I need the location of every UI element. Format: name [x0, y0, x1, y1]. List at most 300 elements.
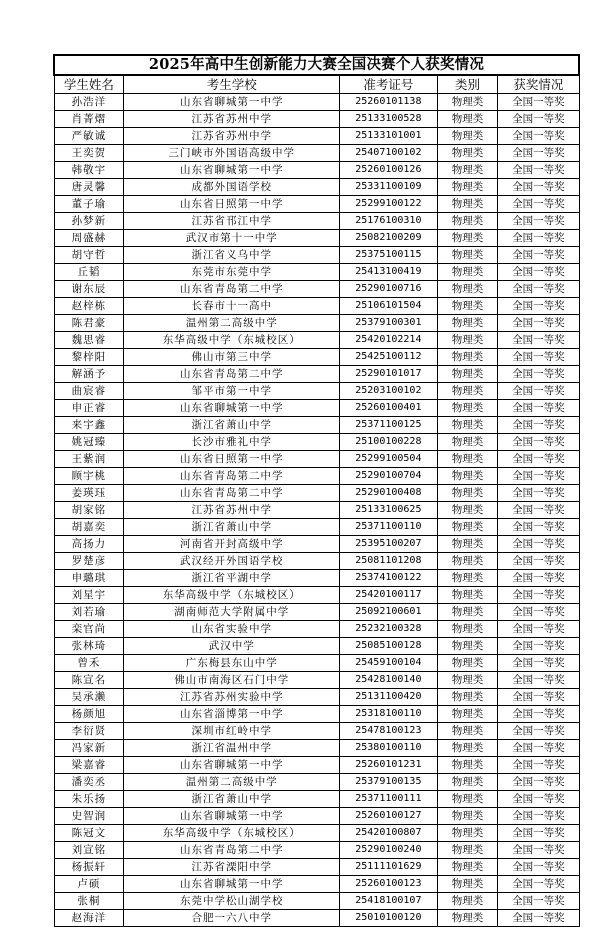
exam-id-cell: 25299100504: [340, 451, 438, 468]
award-cell: 全国一等奖: [498, 468, 579, 485]
table-row: [54, 553, 579, 570]
exam-id-cell: 25375100115: [340, 247, 438, 264]
school-cell: 邹平市第一中学: [124, 383, 340, 400]
table-row: [54, 383, 579, 400]
category-cell: 物理类: [437, 689, 498, 706]
student-name-cell: 胡家铭: [54, 502, 124, 519]
school-cell: 东莞中学松山湖学校: [124, 893, 340, 910]
table-row: [54, 638, 579, 655]
award-cell: 全国一等奖: [498, 553, 579, 570]
category-cell: 物理类: [437, 468, 498, 485]
exam-id-cell: 25133101001: [340, 128, 438, 145]
award-cell: 全国一等奖: [498, 128, 579, 145]
exam-id-cell: 25290100704: [340, 468, 438, 485]
header-school: 考生学校: [124, 75, 340, 94]
exam-id-cell: 25133100625: [340, 502, 438, 519]
header-exam-id: 准考证号: [340, 75, 438, 94]
student-name-cell: 刘星宇: [54, 587, 124, 604]
exam-id-cell: 25111101629: [340, 859, 438, 876]
school-cell: 山东省淄博第一中学: [124, 706, 340, 723]
category-cell: 物理类: [437, 349, 498, 366]
table-row: [54, 366, 579, 383]
award-cell: 全国一等奖: [498, 876, 579, 893]
exam-id-cell: 25428100140: [340, 672, 438, 689]
school-cell: 江苏省苏州实验中学: [124, 689, 340, 706]
category-cell: 物理类: [437, 94, 498, 111]
category-cell: 物理类: [437, 111, 498, 128]
school-cell: 河南省开封高级中学: [124, 536, 340, 553]
award-cell: 全国一等奖: [498, 587, 579, 604]
student-name-cell: 姜瑛珏: [54, 485, 124, 502]
award-cell: 全国一等奖: [498, 910, 579, 927]
header-student-name: 学生姓名: [54, 75, 124, 94]
table-row: [54, 842, 579, 859]
award-cell: 全国一等奖: [498, 536, 579, 553]
header-category: 类别: [437, 75, 498, 94]
school-cell: 成都外国语学校: [124, 179, 340, 196]
school-cell: 东华高级中学（东城校区）: [124, 825, 340, 842]
table-row: [54, 859, 579, 876]
exam-id-cell: 25331100109: [340, 179, 438, 196]
student-name-cell: 董子瑜: [54, 196, 124, 213]
award-cell: 全国一等奖: [498, 162, 579, 179]
category-cell: 物理类: [437, 145, 498, 162]
exam-id-cell: 25085100128: [340, 638, 438, 655]
student-name-cell: 陈冠文: [54, 825, 124, 842]
award-cell: 全国一等奖: [498, 655, 579, 672]
student-name-cell: 刘宣铭: [54, 842, 124, 859]
category-cell: 物理类: [437, 383, 498, 400]
student-name-cell: 杨颜旭: [54, 706, 124, 723]
table-row: [54, 570, 579, 587]
exam-id-cell: 25374100122: [340, 570, 438, 587]
award-cell: 全国一等奖: [498, 893, 579, 910]
award-cell: 全国一等奖: [498, 451, 579, 468]
exam-id-cell: 25380100110: [340, 740, 438, 757]
student-name-cell: 姚冠臻: [54, 434, 124, 451]
exam-id-cell: 25478100123: [340, 723, 438, 740]
table-row: [54, 485, 579, 502]
award-cell: 全国一等奖: [498, 349, 579, 366]
school-cell: 长沙市雅礼中学: [124, 434, 340, 451]
student-name-cell: 胡守哲: [54, 247, 124, 264]
school-cell: 浙江省平湖中学: [124, 570, 340, 587]
award-cell: 全国一等奖: [498, 740, 579, 757]
table-row: [54, 111, 579, 128]
exam-id-cell: 25131100420: [340, 689, 438, 706]
exam-id-cell: 25100100228: [340, 434, 438, 451]
student-name-cell: 卢硕: [54, 876, 124, 893]
school-cell: 山东省日照第一中学: [124, 196, 340, 213]
table-row: [54, 502, 579, 519]
category-cell: 物理类: [437, 910, 498, 927]
table-row: [54, 689, 579, 706]
category-cell: 物理类: [437, 162, 498, 179]
exam-id-cell: 25379100135: [340, 774, 438, 791]
school-cell: 浙江省温州中学: [124, 740, 340, 757]
table-row: [54, 774, 579, 791]
category-cell: 物理类: [437, 298, 498, 315]
school-cell: 江苏省溧阳中学: [124, 859, 340, 876]
award-table: [53, 54, 580, 927]
category-cell: 物理类: [437, 536, 498, 553]
school-cell: 山东省聊城第一中学: [124, 757, 340, 774]
award-sheet: [53, 54, 580, 927]
award-cell: 全国一等奖: [498, 570, 579, 587]
category-cell: 物理类: [437, 179, 498, 196]
table-row: [54, 281, 579, 298]
exam-id-cell: 25418100107: [340, 893, 438, 910]
table-row: [54, 655, 579, 672]
school-cell: 东莞市东莞中学: [124, 264, 340, 281]
exam-id-cell: 25425100112: [340, 349, 438, 366]
award-cell: 全国一等奖: [498, 315, 579, 332]
exam-id-cell: 25260100123: [340, 876, 438, 893]
exam-id-cell: 25106101504: [340, 298, 438, 315]
table-row: [54, 162, 579, 179]
award-cell: 全国一等奖: [498, 230, 579, 247]
category-cell: 物理类: [437, 502, 498, 519]
exam-id-cell: 25260101138: [340, 94, 438, 111]
table-row: [54, 519, 579, 536]
exam-id-cell: 25395100207: [340, 536, 438, 553]
school-cell: 山东省聊城第一中学: [124, 876, 340, 893]
award-cell: 全国一等奖: [498, 434, 579, 451]
category-cell: 物理类: [437, 230, 498, 247]
student-name-cell: 孙浩洋: [54, 94, 124, 111]
school-cell: 山东省实验中学: [124, 621, 340, 638]
school-cell: 山东省日照第一中学: [124, 451, 340, 468]
school-cell: 浙江省萧山中学: [124, 791, 340, 808]
table-row: [54, 910, 579, 927]
table-row: [54, 621, 579, 638]
award-cell: 全国一等奖: [498, 196, 579, 213]
school-cell: 温州第二高级中学: [124, 774, 340, 791]
header-row: [54, 75, 579, 94]
student-name-cell: 来宇鑫: [54, 417, 124, 434]
table-row: [54, 825, 579, 842]
student-name-cell: 张林琦: [54, 638, 124, 655]
table-row: [54, 451, 579, 468]
school-cell: 山东省聊城第一中学: [124, 94, 340, 111]
student-name-cell: 史智润: [54, 808, 124, 825]
category-cell: 物理类: [437, 128, 498, 145]
award-cell: 全国一等奖: [498, 689, 579, 706]
category-cell: 物理类: [437, 213, 498, 230]
school-cell: 山东省聊城第一中学: [124, 400, 340, 417]
award-cell: 全国一等奖: [498, 247, 579, 264]
school-cell: 三门峡市外国语高级中学: [124, 145, 340, 162]
school-cell: 江苏省苏州中学: [124, 502, 340, 519]
table-row: [54, 315, 579, 332]
student-name-cell: 高扬力: [54, 536, 124, 553]
category-cell: 物理类: [437, 417, 498, 434]
category-cell: 物理类: [437, 451, 498, 468]
table-row: [54, 587, 579, 604]
school-cell: 江苏省邗江中学: [124, 213, 340, 230]
award-cell: 全国一等奖: [498, 281, 579, 298]
student-name-cell: 李衍贤: [54, 723, 124, 740]
student-name-cell: 顾宇桃: [54, 468, 124, 485]
student-name-cell: 陈君豪: [54, 315, 124, 332]
category-cell: 物理类: [437, 553, 498, 570]
exam-id-cell: 25260100127: [340, 808, 438, 825]
table-body: [54, 94, 579, 927]
award-cell: 全国一等奖: [498, 808, 579, 825]
table-row: [54, 264, 579, 281]
award-cell: 全国一等奖: [498, 179, 579, 196]
student-name-cell: 冯家新: [54, 740, 124, 757]
student-name-cell: 刘若瑜: [54, 604, 124, 621]
exam-id-cell: 25260101231: [340, 757, 438, 774]
school-cell: 浙江省萧山中学: [124, 519, 340, 536]
award-cell: 全国一等奖: [498, 604, 579, 621]
category-cell: 物理类: [437, 281, 498, 298]
award-cell: 全国一等奖: [498, 213, 579, 230]
table-row: [54, 349, 579, 366]
school-cell: 山东省聊城第一中学: [124, 162, 340, 179]
category-cell: 物理类: [437, 808, 498, 825]
exam-id-cell: 25133100528: [340, 111, 438, 128]
student-name-cell: 赵海洋: [54, 910, 124, 927]
school-cell: 江苏省苏州中学: [124, 111, 340, 128]
category-cell: 物理类: [437, 791, 498, 808]
exam-id-cell: 25371100125: [340, 417, 438, 434]
exam-id-cell: 25420100807: [340, 825, 438, 842]
exam-id-cell: 25290101017: [340, 366, 438, 383]
school-cell: 合肥一六八中学: [124, 910, 340, 927]
category-cell: 物理类: [437, 774, 498, 791]
table-row: [54, 230, 579, 247]
student-name-cell: 张桐: [54, 893, 124, 910]
category-cell: 物理类: [437, 655, 498, 672]
exam-id-cell: 25260100126: [340, 162, 438, 179]
category-cell: 物理类: [437, 604, 498, 621]
award-cell: 全国一等奖: [498, 417, 579, 434]
exam-id-cell: 25420102214: [340, 332, 438, 349]
award-cell: 全国一等奖: [498, 366, 579, 383]
school-cell: 佛山市南海区石门中学: [124, 672, 340, 689]
table-row: [54, 757, 579, 774]
student-name-cell: 周盛赫: [54, 230, 124, 247]
student-name-cell: 潘奕丞: [54, 774, 124, 791]
category-cell: 物理类: [437, 876, 498, 893]
award-cell: 全国一等奖: [498, 298, 579, 315]
table-row: [54, 893, 579, 910]
category-cell: 物理类: [437, 842, 498, 859]
award-cell: 全国一等奖: [498, 264, 579, 281]
exam-id-cell: 25290100408: [340, 485, 438, 502]
table-row: [54, 468, 579, 485]
award-cell: 全国一等奖: [498, 145, 579, 162]
exam-id-cell: 25290100716: [340, 281, 438, 298]
exam-id-cell: 25420100117: [340, 587, 438, 604]
student-name-cell: 罗楚彦: [54, 553, 124, 570]
school-cell: 温州第二高级中学: [124, 315, 340, 332]
student-name-cell: 魏思睿: [54, 332, 124, 349]
category-cell: 物理类: [437, 587, 498, 604]
category-cell: 物理类: [437, 621, 498, 638]
student-name-cell: 申璐琪: [54, 570, 124, 587]
exam-id-cell: 25413100419: [340, 264, 438, 281]
exam-id-cell: 25290100240: [340, 842, 438, 859]
student-name-cell: 谢东辰: [54, 281, 124, 298]
exam-id-cell: 25318100110: [340, 706, 438, 723]
school-cell: 江苏省苏州中学: [124, 128, 340, 145]
school-cell: 山东省青岛第二中学: [124, 366, 340, 383]
award-cell: 全国一等奖: [498, 621, 579, 638]
student-name-cell: 赵梓栋: [54, 298, 124, 315]
school-cell: 浙江省义乌中学: [124, 247, 340, 264]
category-cell: 物理类: [437, 247, 498, 264]
award-cell: 全国一等奖: [498, 383, 579, 400]
student-name-cell: 曲宸睿: [54, 383, 124, 400]
school-cell: 佛山市第三中学: [124, 349, 340, 366]
award-cell: 全国一等奖: [498, 774, 579, 791]
award-cell: 全国一等奖: [498, 485, 579, 502]
exam-id-cell: 25299100122: [340, 196, 438, 213]
award-cell: 全国一等奖: [498, 723, 579, 740]
category-cell: 物理类: [437, 434, 498, 451]
student-name-cell: 梁嘉睿: [54, 757, 124, 774]
student-name-cell: 韩敬宇: [54, 162, 124, 179]
category-cell: 物理类: [437, 485, 498, 502]
exam-id-cell: 25010100120: [340, 910, 438, 927]
award-cell: 全国一等奖: [498, 94, 579, 111]
category-cell: 物理类: [437, 757, 498, 774]
student-name-cell: 王紫润: [54, 451, 124, 468]
category-cell: 物理类: [437, 825, 498, 842]
table-row: [54, 672, 579, 689]
category-cell: 物理类: [437, 859, 498, 876]
award-cell: 全国一等奖: [498, 332, 579, 349]
school-cell: 武汉经开外国语学校: [124, 553, 340, 570]
category-cell: 物理类: [437, 570, 498, 587]
table-row: [54, 196, 579, 213]
table-row: [54, 791, 579, 808]
student-name-cell: 朱乐扬: [54, 791, 124, 808]
category-cell: 物理类: [437, 740, 498, 757]
student-name-cell: 陈宣名: [54, 672, 124, 689]
student-name-cell: 栾官尚: [54, 621, 124, 638]
category-cell: 物理类: [437, 672, 498, 689]
school-cell: 武汉市第十一中学: [124, 230, 340, 247]
school-cell: 湖南师范大学附属中学: [124, 604, 340, 621]
student-name-cell: 丘韬: [54, 264, 124, 281]
award-cell: 全国一等奖: [498, 791, 579, 808]
category-cell: 物理类: [437, 315, 498, 332]
header-award: 获奖情况: [498, 75, 579, 94]
category-cell: 物理类: [437, 264, 498, 281]
table-row: [54, 298, 579, 315]
student-name-cell: 孙梦新: [54, 213, 124, 230]
table-row: [54, 417, 579, 434]
table-row: [54, 723, 579, 740]
student-name-cell: 申正睿: [54, 400, 124, 417]
school-cell: 广东梅县东山中学: [124, 655, 340, 672]
award-cell: 全国一等奖: [498, 825, 579, 842]
table-row: [54, 604, 579, 621]
table-row: [54, 247, 579, 264]
school-cell: 东华高级中学（东城校区）: [124, 587, 340, 604]
table-row: [54, 332, 579, 349]
exam-id-cell: 25232100328: [340, 621, 438, 638]
table-row: [54, 213, 579, 230]
school-cell: 山东省聊城第一中学: [124, 808, 340, 825]
table-row: [54, 740, 579, 757]
category-cell: 物理类: [437, 638, 498, 655]
award-cell: 全国一等奖: [498, 706, 579, 723]
school-cell: 山东省青岛第二中学: [124, 281, 340, 298]
table-row: [54, 179, 579, 196]
table-row: [54, 434, 579, 451]
award-cell: 全国一等奖: [498, 519, 579, 536]
exam-id-cell: 25260100401: [340, 400, 438, 417]
table-row: [54, 400, 579, 417]
student-name-cell: 解涵予: [54, 366, 124, 383]
table-row: [54, 94, 579, 111]
exam-id-cell: 25371100111: [340, 791, 438, 808]
exam-id-cell: 25203100102: [340, 383, 438, 400]
category-cell: 物理类: [437, 332, 498, 349]
student-name-cell: 王奕贺: [54, 145, 124, 162]
exam-id-cell: 25459100104: [340, 655, 438, 672]
award-cell: 全国一等奖: [498, 672, 579, 689]
award-cell: 全国一等奖: [498, 757, 579, 774]
table-title: 2025年高中生创新能力大赛全国决赛个人获奖情况: [54, 55, 579, 75]
exam-id-cell: 25081101208: [340, 553, 438, 570]
exam-id-cell: 25176100310: [340, 213, 438, 230]
award-cell: 全国一等奖: [498, 859, 579, 876]
award-cell: 全国一等奖: [498, 400, 579, 417]
exam-id-cell: 25371100110: [340, 519, 438, 536]
school-cell: 浙江省萧山中学: [124, 417, 340, 434]
award-cell: 全国一等奖: [498, 638, 579, 655]
student-name-cell: 黎梓阳: [54, 349, 124, 366]
table-row: [54, 128, 579, 145]
student-name-cell: 杨振轩: [54, 859, 124, 876]
category-cell: 物理类: [437, 723, 498, 740]
student-name-cell: 唐灵馨: [54, 179, 124, 196]
school-cell: 深圳市红岭中学: [124, 723, 340, 740]
table-row: [54, 706, 579, 723]
student-name-cell: 曾禾: [54, 655, 124, 672]
student-name-cell: 胡嘉奕: [54, 519, 124, 536]
category-cell: 物理类: [437, 366, 498, 383]
table-row: [54, 808, 579, 825]
table-row: [54, 536, 579, 553]
category-cell: 物理类: [437, 519, 498, 536]
school-cell: 山东省青岛第二中学: [124, 468, 340, 485]
school-cell: 长春市十一高中: [124, 298, 340, 315]
table-row: [54, 876, 579, 893]
award-cell: 全国一等奖: [498, 502, 579, 519]
student-name-cell: 吴承濑: [54, 689, 124, 706]
category-cell: 物理类: [437, 196, 498, 213]
school-cell: 武汉中学: [124, 638, 340, 655]
school-cell: 东华高级中学（东城校区）: [124, 332, 340, 349]
exam-id-cell: 25082100209: [340, 230, 438, 247]
school-cell: 山东省青岛第二中学: [124, 842, 340, 859]
category-cell: 物理类: [437, 400, 498, 417]
category-cell: 物理类: [437, 706, 498, 723]
student-name-cell: 肖菁熠: [54, 111, 124, 128]
exam-id-cell: 25379100301: [340, 315, 438, 332]
student-name-cell: 严敏诚: [54, 128, 124, 145]
category-cell: 物理类: [437, 893, 498, 910]
award-cell: 全国一等奖: [498, 111, 579, 128]
exam-id-cell: 25092100601: [340, 604, 438, 621]
